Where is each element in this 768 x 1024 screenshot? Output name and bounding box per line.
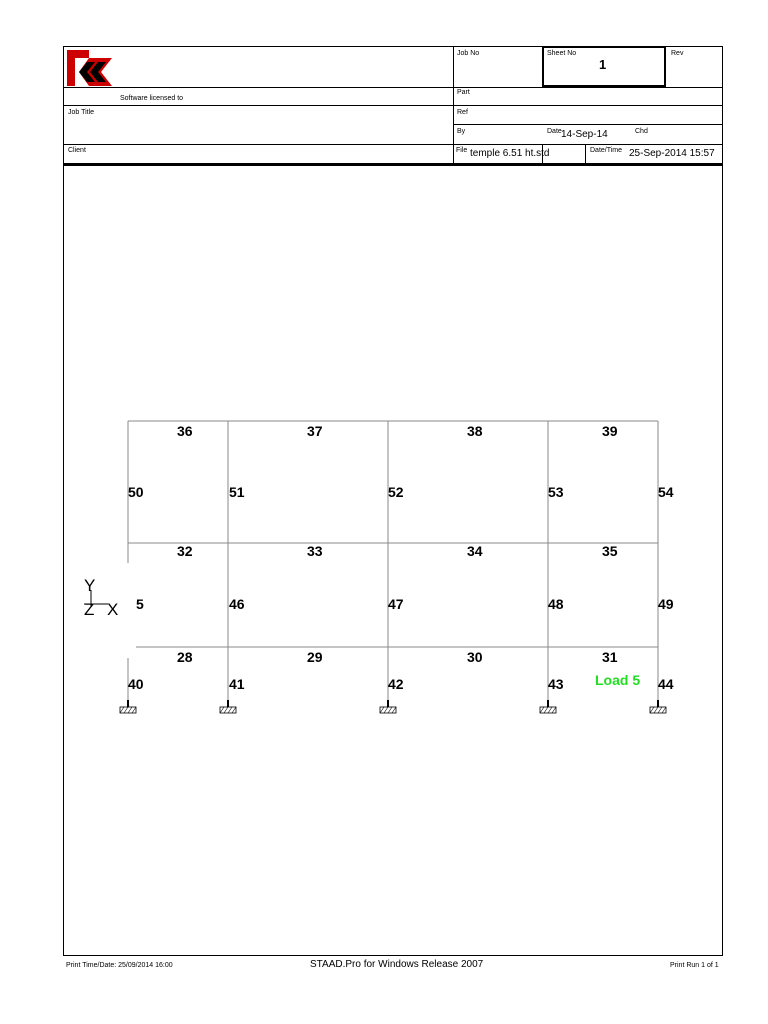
date-label: Date: [547, 128, 562, 135]
column-label: 5: [136, 596, 144, 612]
chd-label: Chd: [635, 128, 648, 135]
date-value: 14-Sep-14: [561, 129, 608, 140]
column-label: 46: [229, 596, 245, 612]
beam-label: 39: [602, 423, 618, 439]
column-label: 52: [388, 484, 404, 500]
datetime-label: Date/Time: [590, 147, 623, 154]
member-labels: [128, 423, 674, 692]
client-label: Client: [68, 147, 86, 154]
file-label: File: [456, 147, 468, 154]
beam-label: 38: [467, 423, 483, 439]
frame-members: [128, 421, 658, 707]
file-value: temple 6.51 ht.std: [470, 148, 550, 159]
print-run: Print Run 1 of 1: [670, 962, 719, 969]
software-release: STAAD.Pro for Windows Release 2007: [310, 959, 484, 970]
beam-label: 32: [177, 543, 193, 559]
job-no-label: Job No: [457, 50, 480, 57]
by-label: By: [457, 128, 466, 135]
beam-label: 31: [602, 649, 618, 665]
software-licensed-label: Software licensed to: [120, 95, 184, 102]
beam-label: 37: [307, 423, 323, 439]
fixed-support-icon: [650, 700, 666, 713]
beam-label: 30: [467, 649, 483, 665]
beam-label: 36: [177, 423, 193, 439]
y-axis-label: Y: [84, 576, 96, 595]
part-label: Part: [457, 89, 470, 96]
supports: [120, 700, 666, 713]
job-title-label: Job Title: [68, 109, 95, 116]
column-label: 51: [229, 484, 245, 500]
column-label: 53: [548, 484, 564, 500]
column-label: 42: [388, 676, 404, 692]
fixed-support-icon: [120, 700, 136, 713]
beam-label: 29: [307, 649, 323, 665]
beam-label: 34: [467, 543, 483, 559]
column-label: 54: [658, 484, 674, 500]
rev-label: Rev: [671, 50, 684, 57]
x-axis-label: X: [107, 600, 119, 619]
column-label: 47: [388, 596, 404, 612]
z-axis-label: Z: [84, 600, 95, 619]
print-time-date: Print Time/Date: 25/09/2014 16:00: [66, 962, 173, 969]
column-label: 50: [128, 484, 144, 500]
load-case-label: Load 5: [595, 672, 641, 688]
beam-label: 28: [177, 649, 193, 665]
fixed-support-icon: [540, 700, 556, 713]
beam-label: 33: [307, 543, 323, 559]
fixed-support-icon: [380, 700, 396, 713]
column-label: 44: [658, 676, 674, 692]
column-label: 43: [548, 676, 564, 692]
column-label: 41: [229, 676, 245, 692]
axis-triad-icon: [84, 576, 118, 619]
sheet-no-label: Sheet No: [547, 50, 577, 57]
column-label: 49: [658, 596, 674, 612]
column-label: 48: [548, 596, 564, 612]
fixed-support-icon: [220, 700, 236, 713]
datetime-value: 25-Sep-2014 15:57: [629, 148, 715, 159]
sheet-no-value: 1: [599, 57, 607, 72]
beam-label: 35: [602, 543, 618, 559]
column-label: 40: [128, 676, 144, 692]
ref-label: Ref: [457, 109, 468, 116]
